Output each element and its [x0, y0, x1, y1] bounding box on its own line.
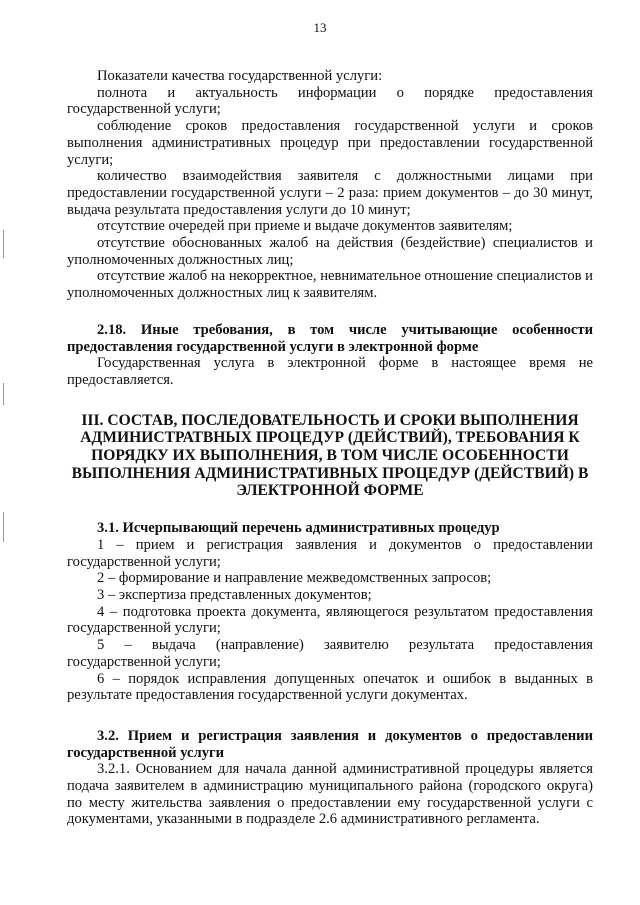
section-heading-3-1: 3.1. Исчерпывающий перечень административных процедур [97, 520, 500, 537]
scan-margin-mark [3, 383, 4, 405]
page-number: 13 [313, 20, 327, 35]
procedure-item: 2 – формирование и направление межведомственных запросов; [97, 570, 492, 587]
procedure-item: 6 – порядок исправления допущенных опечаток и ошибок в выданных в результате предоставления государственной услуги документах. [67, 670, 593, 704]
quality-item: соблюдение сроков предоставления государственной услуги и сроков выполнения административных процедур при предоставлении государственной услуги; [67, 118, 593, 168]
scan-margin-mark [3, 512, 4, 542]
section-heading-2-18: 2.18. Иные требования, в том числе учитывающие особенности предоставления государственной услуги в электронной форме [67, 321, 593, 355]
section-text-3-2: 3.2.1. Основанием для начала данной административной процедуры является подача заявителем в администрацию муниципального района (городского округа) по месту жительства заявления о предоставлении ему государственной услуги с документами, указанными в подразделе 2.6 административного регламента. [67, 761, 593, 828]
quality-item: отсутствие обоснованных жалоб на действия (бездействие) специалистов и уполномоченных должностных лиц; [67, 235, 593, 268]
quality-item: полнота и актуальность информации о порядке предоставления государственной услуги; [67, 84, 593, 118]
quality-item: количество взаимодействия заявителя с должностными лицами при предоставлении государственной услуги – 2 раза: прием документов – до 30 минут, выдача результата предоставления услуги до 10 минут; [67, 168, 593, 218]
chapter-title: III. СОСТАВ, ПОСЛЕДОВАТЕЛЬНОСТЬ И СРОКИ ВЫПОЛНЕНИЯ АДМИНИСТРАТВНЫХ ПРОЦЕДУР (ДЕЙСТВИЙ), ТРЕБОВАНИЯ К ПОРЯДКУ ИХ ВЫПОЛНЕНИЯ, В ТОМ ЧИСЛЕ ОСОБЕННОСТИ ВЫПОЛНЕНИЯ АДМИНИСТРАТИВНЫХ ПРОЦЕДУР (ДЕЙСТВИЙ) В ЭЛЕКТРОННОЙ ФОРМЕ [71, 411, 589, 500]
quality-intro: Показатели качества государственной услуги: [97, 68, 383, 84]
scan-margin-mark [3, 230, 4, 258]
procedure-item: 5 – выдача (направление) заявителю результата предоставления государственной услуги; [67, 637, 593, 670]
section-text-2-18: Государственная услуга в электронной форме в настоящее время не предоставляется. [67, 355, 593, 388]
section-heading-3-2: 3.2. Прием и регистрация заявления и документов о предоставлении государственной услуги [67, 727, 593, 761]
procedure-item: 3 – экспертиза представленных документов; [97, 586, 372, 603]
page-body [67, 68, 593, 828]
quality-item: отсутствие очередей при приеме и выдаче документов заявителям; [97, 218, 513, 235]
quality-item: отсутствие жалоб на некорректное, невнимательное отношение специалистов и уполномоченных должностных лиц к заявителям. [67, 268, 593, 302]
procedure-item: 1 – прием и регистрация заявления и документов о предоставлении государственной услуги; [67, 536, 593, 570]
procedure-item: 4 – подготовка проекта документа, являющегося результатом предоставления государственной услуги; [67, 603, 593, 637]
